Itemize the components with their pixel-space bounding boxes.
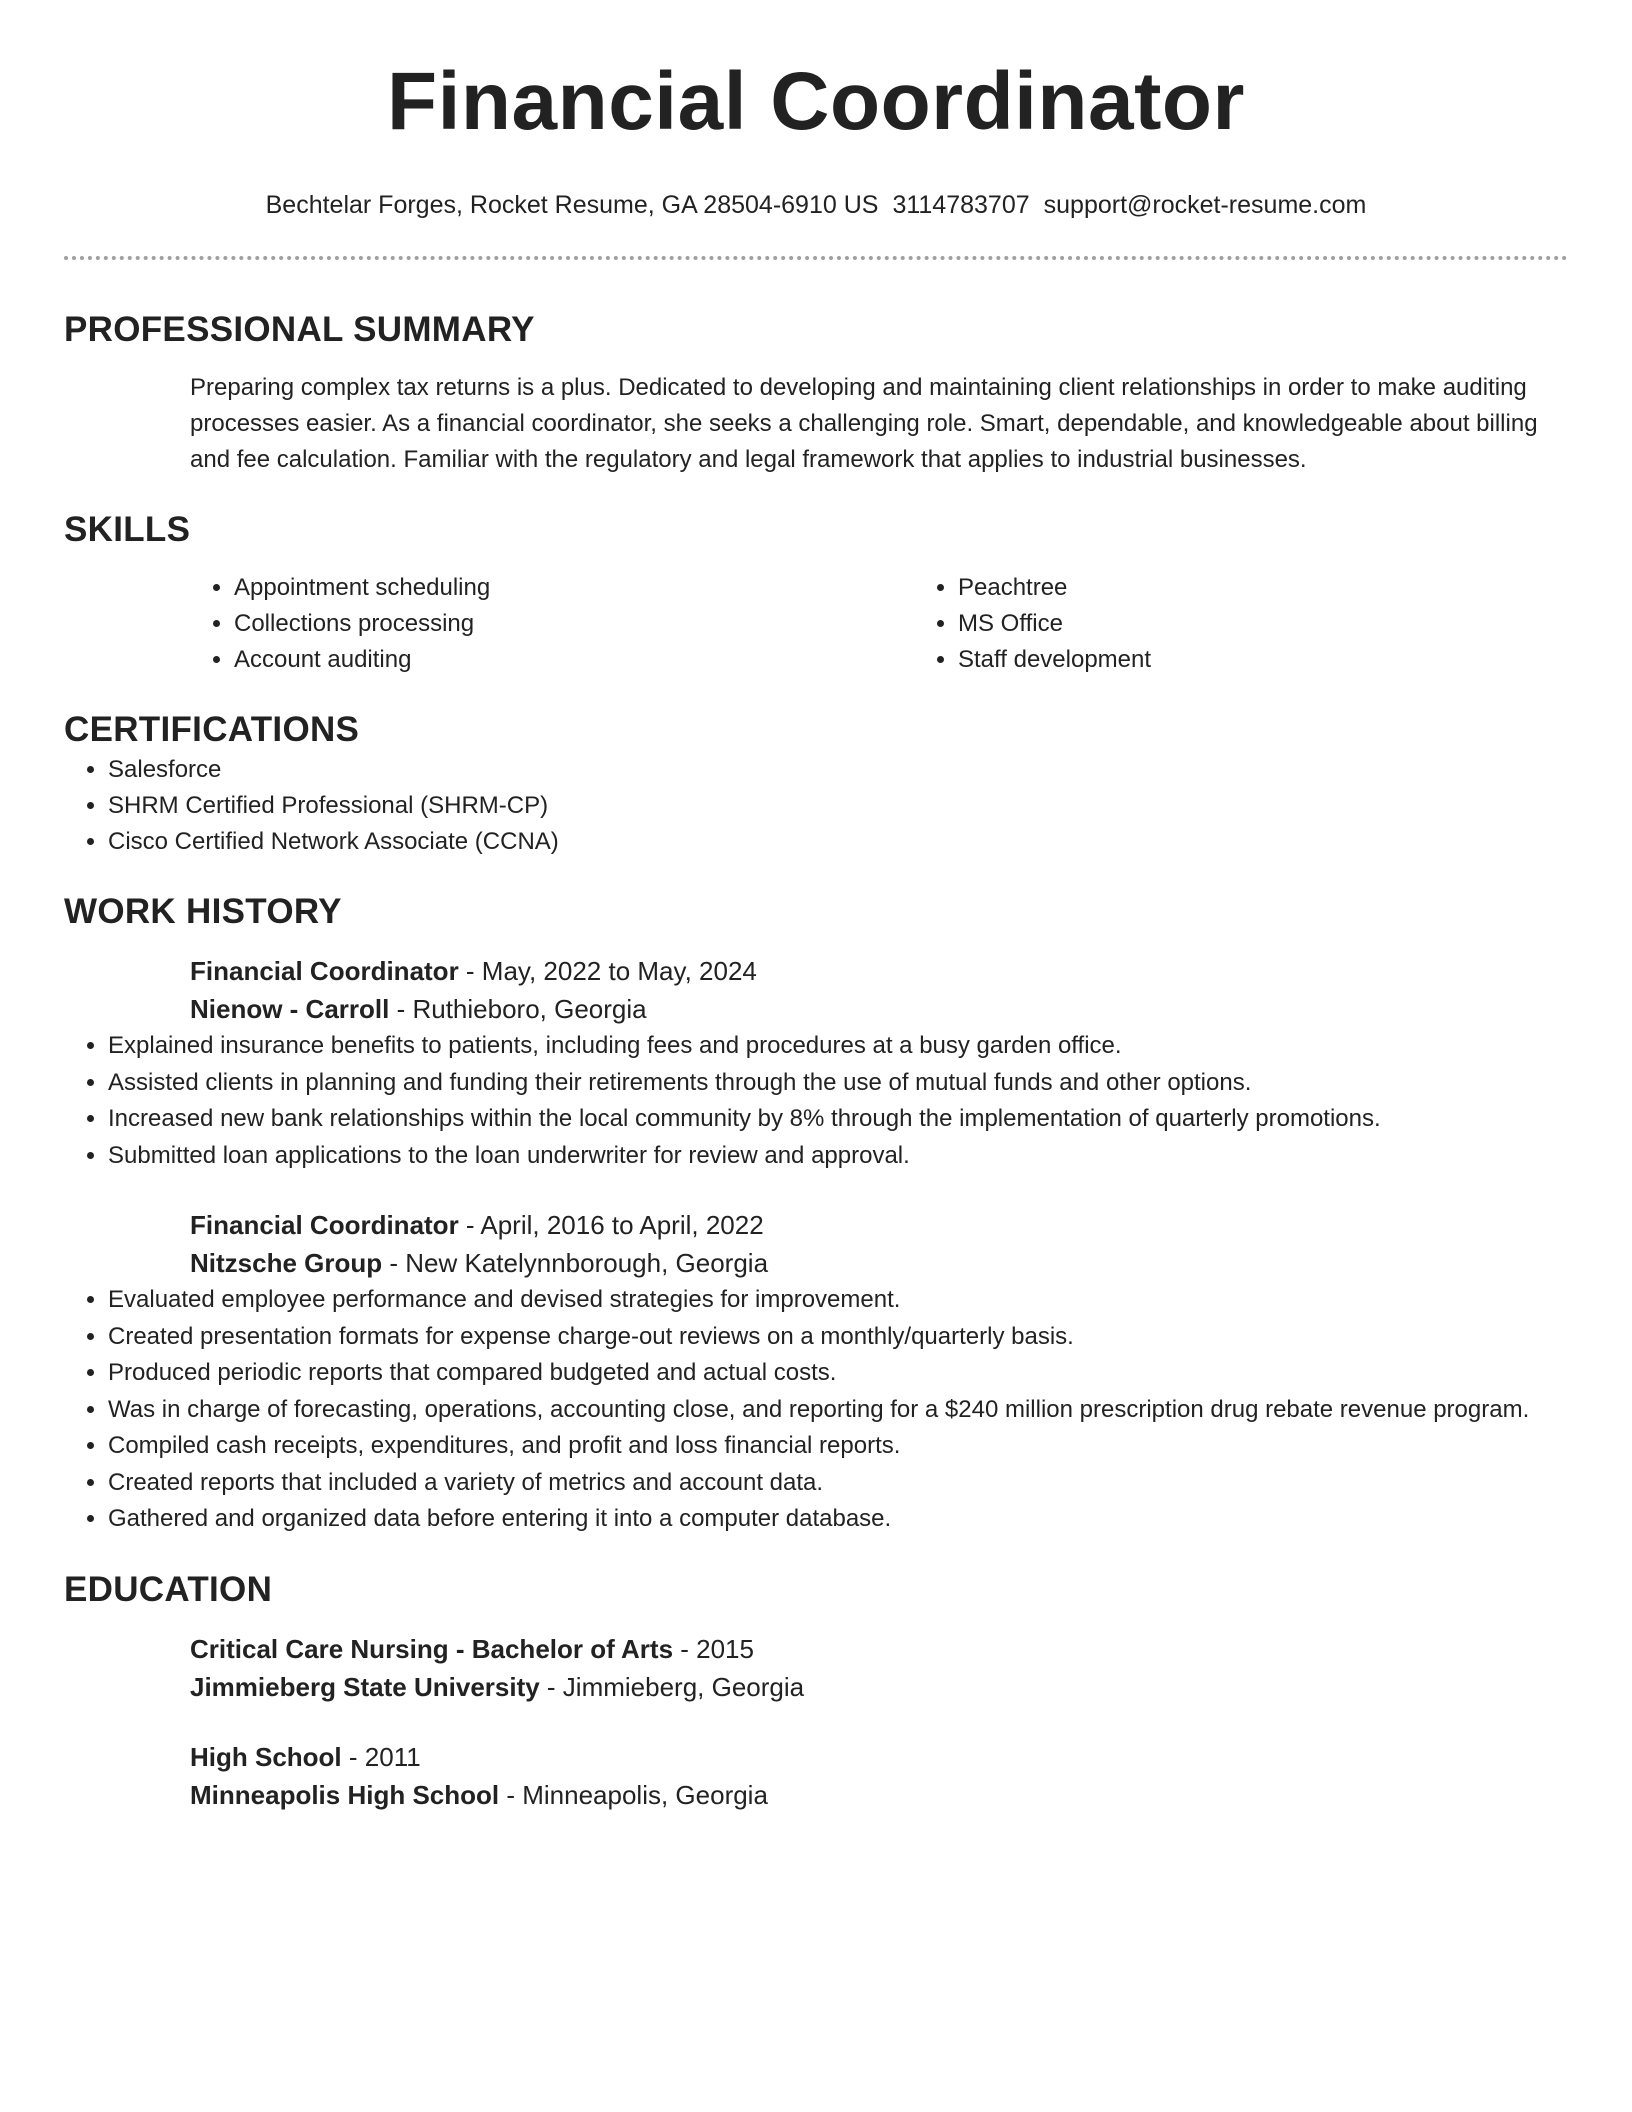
job-title-line xyxy=(190,1206,1568,1244)
skills-list-right xyxy=(914,570,1558,678)
contact-phone: 3114783707 xyxy=(892,191,1030,219)
certification-item: • Salesforce xyxy=(108,752,1568,788)
work-history-heading: WORK HISTORY xyxy=(64,892,342,931)
contact-address: Bechtelar Forges, Rocket Resume, GA 28504-6910 US xyxy=(265,191,879,219)
education-year: - 2011 xyxy=(341,1741,421,1772)
education-location: - Jimmieberg, Georgia xyxy=(539,1671,805,1702)
job-role: Financial Coordinator xyxy=(190,1210,459,1240)
certifications-heading: CERTIFICATIONS xyxy=(64,710,360,749)
education-section xyxy=(64,1568,1568,1814)
job-bullet: • Explained insurance benefits to patients, including fees and procedures at a busy garden office. xyxy=(108,1028,1568,1065)
education-degree: High School xyxy=(190,1741,342,1772)
work-history-section xyxy=(64,890,1568,1538)
job-bullet: • Assisted clients in planning and funding their retirements through the use of mutual funds and other options. xyxy=(108,1065,1568,1102)
education-location: - Minneapolis, Georgia xyxy=(499,1779,768,1810)
job-bullet: • Created reports that included a variety of metrics and account data. xyxy=(108,1465,1568,1502)
certification-item: • Cisco Certified Network Associate (CCNA) xyxy=(108,824,1568,860)
skill-item: • Collections processing xyxy=(234,606,914,642)
summary-heading: PROFESSIONAL SUMMARY xyxy=(64,310,535,349)
job-role: Financial Coordinator xyxy=(190,956,459,986)
job-bullet: • Evaluated employee performance and devised strategies for improvement. xyxy=(108,1282,1568,1319)
skills-heading: SKILLS xyxy=(64,510,191,549)
education-degree-line xyxy=(190,1738,1568,1776)
skill-item: • MS Office xyxy=(958,606,1558,642)
job-title-line xyxy=(190,952,1568,990)
certifications-list xyxy=(64,752,1568,860)
education-school: Jimmieberg State University xyxy=(190,1671,540,1702)
summary-text: Preparing complex tax returns is a plus. Dedicated to developing and maintaining client relationships in order to make auditing processes easier. As a financial coordinator, she seeks a challenging role. Smart, dependable, and knowledgeable about billing and fee calculation. Familiar with the regulatory and legal framework that applies to industrial businesses. xyxy=(190,374,1538,473)
education-school-line xyxy=(190,1776,1568,1814)
job-bullets xyxy=(64,1282,1568,1538)
resume-name: Financial Coordinator xyxy=(387,56,1245,147)
job-company: Nienow - Carroll xyxy=(190,994,390,1024)
skills-section xyxy=(64,508,1568,678)
contact-line xyxy=(64,188,1568,222)
job-bullet: • Was in charge of forecasting, operations, accounting close, and reporting for a $240 million prescription drug rebate revenue program. xyxy=(108,1392,1568,1429)
education-entry xyxy=(190,1738,1568,1814)
education-degree-line xyxy=(190,1630,1568,1668)
job-bullet: • Compiled cash receipts, expenditures, and profit and loss financial reports. xyxy=(108,1428,1568,1465)
job-bullet: • Increased new bank relationships within the local community by 8% through the implementation of quarterly promotions. xyxy=(108,1101,1568,1138)
certification-item: • SHRM Certified Professional (SHRM-CP) xyxy=(108,788,1568,824)
job-bullets xyxy=(64,1028,1568,1174)
job-dates: - April, 2016 to April, 2022 xyxy=(458,1210,764,1240)
job-location: - New Katelynnborough, Georgia xyxy=(382,1248,769,1278)
skills-list-left xyxy=(190,570,914,678)
job-bullet: • Submitted loan applications to the loan underwriter for review and approval. xyxy=(108,1138,1568,1175)
certifications-section xyxy=(64,708,1568,860)
education-school-line xyxy=(190,1668,1568,1706)
job-bullet: • Produced periodic reports that compared budgeted and actual costs. xyxy=(108,1355,1568,1392)
skill-item: • Peachtree xyxy=(958,570,1558,606)
education-school: Minneapolis High School xyxy=(190,1779,500,1810)
job-company-line xyxy=(190,1244,1568,1282)
job-company: Nitzsche Group xyxy=(190,1248,383,1278)
job-bullet: • Gathered and organized data before entering it into a computer database. xyxy=(108,1501,1568,1538)
education-year: - 2015 xyxy=(673,1633,754,1664)
education-entry xyxy=(190,1630,1568,1706)
summary-section xyxy=(64,308,1568,478)
job-bullet: • Created presentation formats for expense charge-out reviews on a monthly/quarterly basis. xyxy=(108,1319,1568,1356)
job-location: - Ruthieboro, Georgia xyxy=(389,994,647,1024)
header-divider xyxy=(64,256,1568,260)
skill-item: • Account auditing xyxy=(234,642,914,678)
education-degree: Critical Care Nursing - Bachelor of Arts xyxy=(190,1633,674,1664)
skill-item: • Staff development xyxy=(958,642,1558,678)
job-entry xyxy=(190,1206,1568,1282)
education-heading: EDUCATION xyxy=(64,1569,273,1609)
skill-item: • Appointment scheduling xyxy=(234,570,914,606)
job-entry xyxy=(190,952,1568,1028)
job-company-line xyxy=(190,990,1568,1028)
contact-email: support@rocket-resume.com xyxy=(1043,191,1367,219)
job-dates: - May, 2022 to May, 2024 xyxy=(458,956,757,986)
skills-columns xyxy=(190,570,1568,678)
